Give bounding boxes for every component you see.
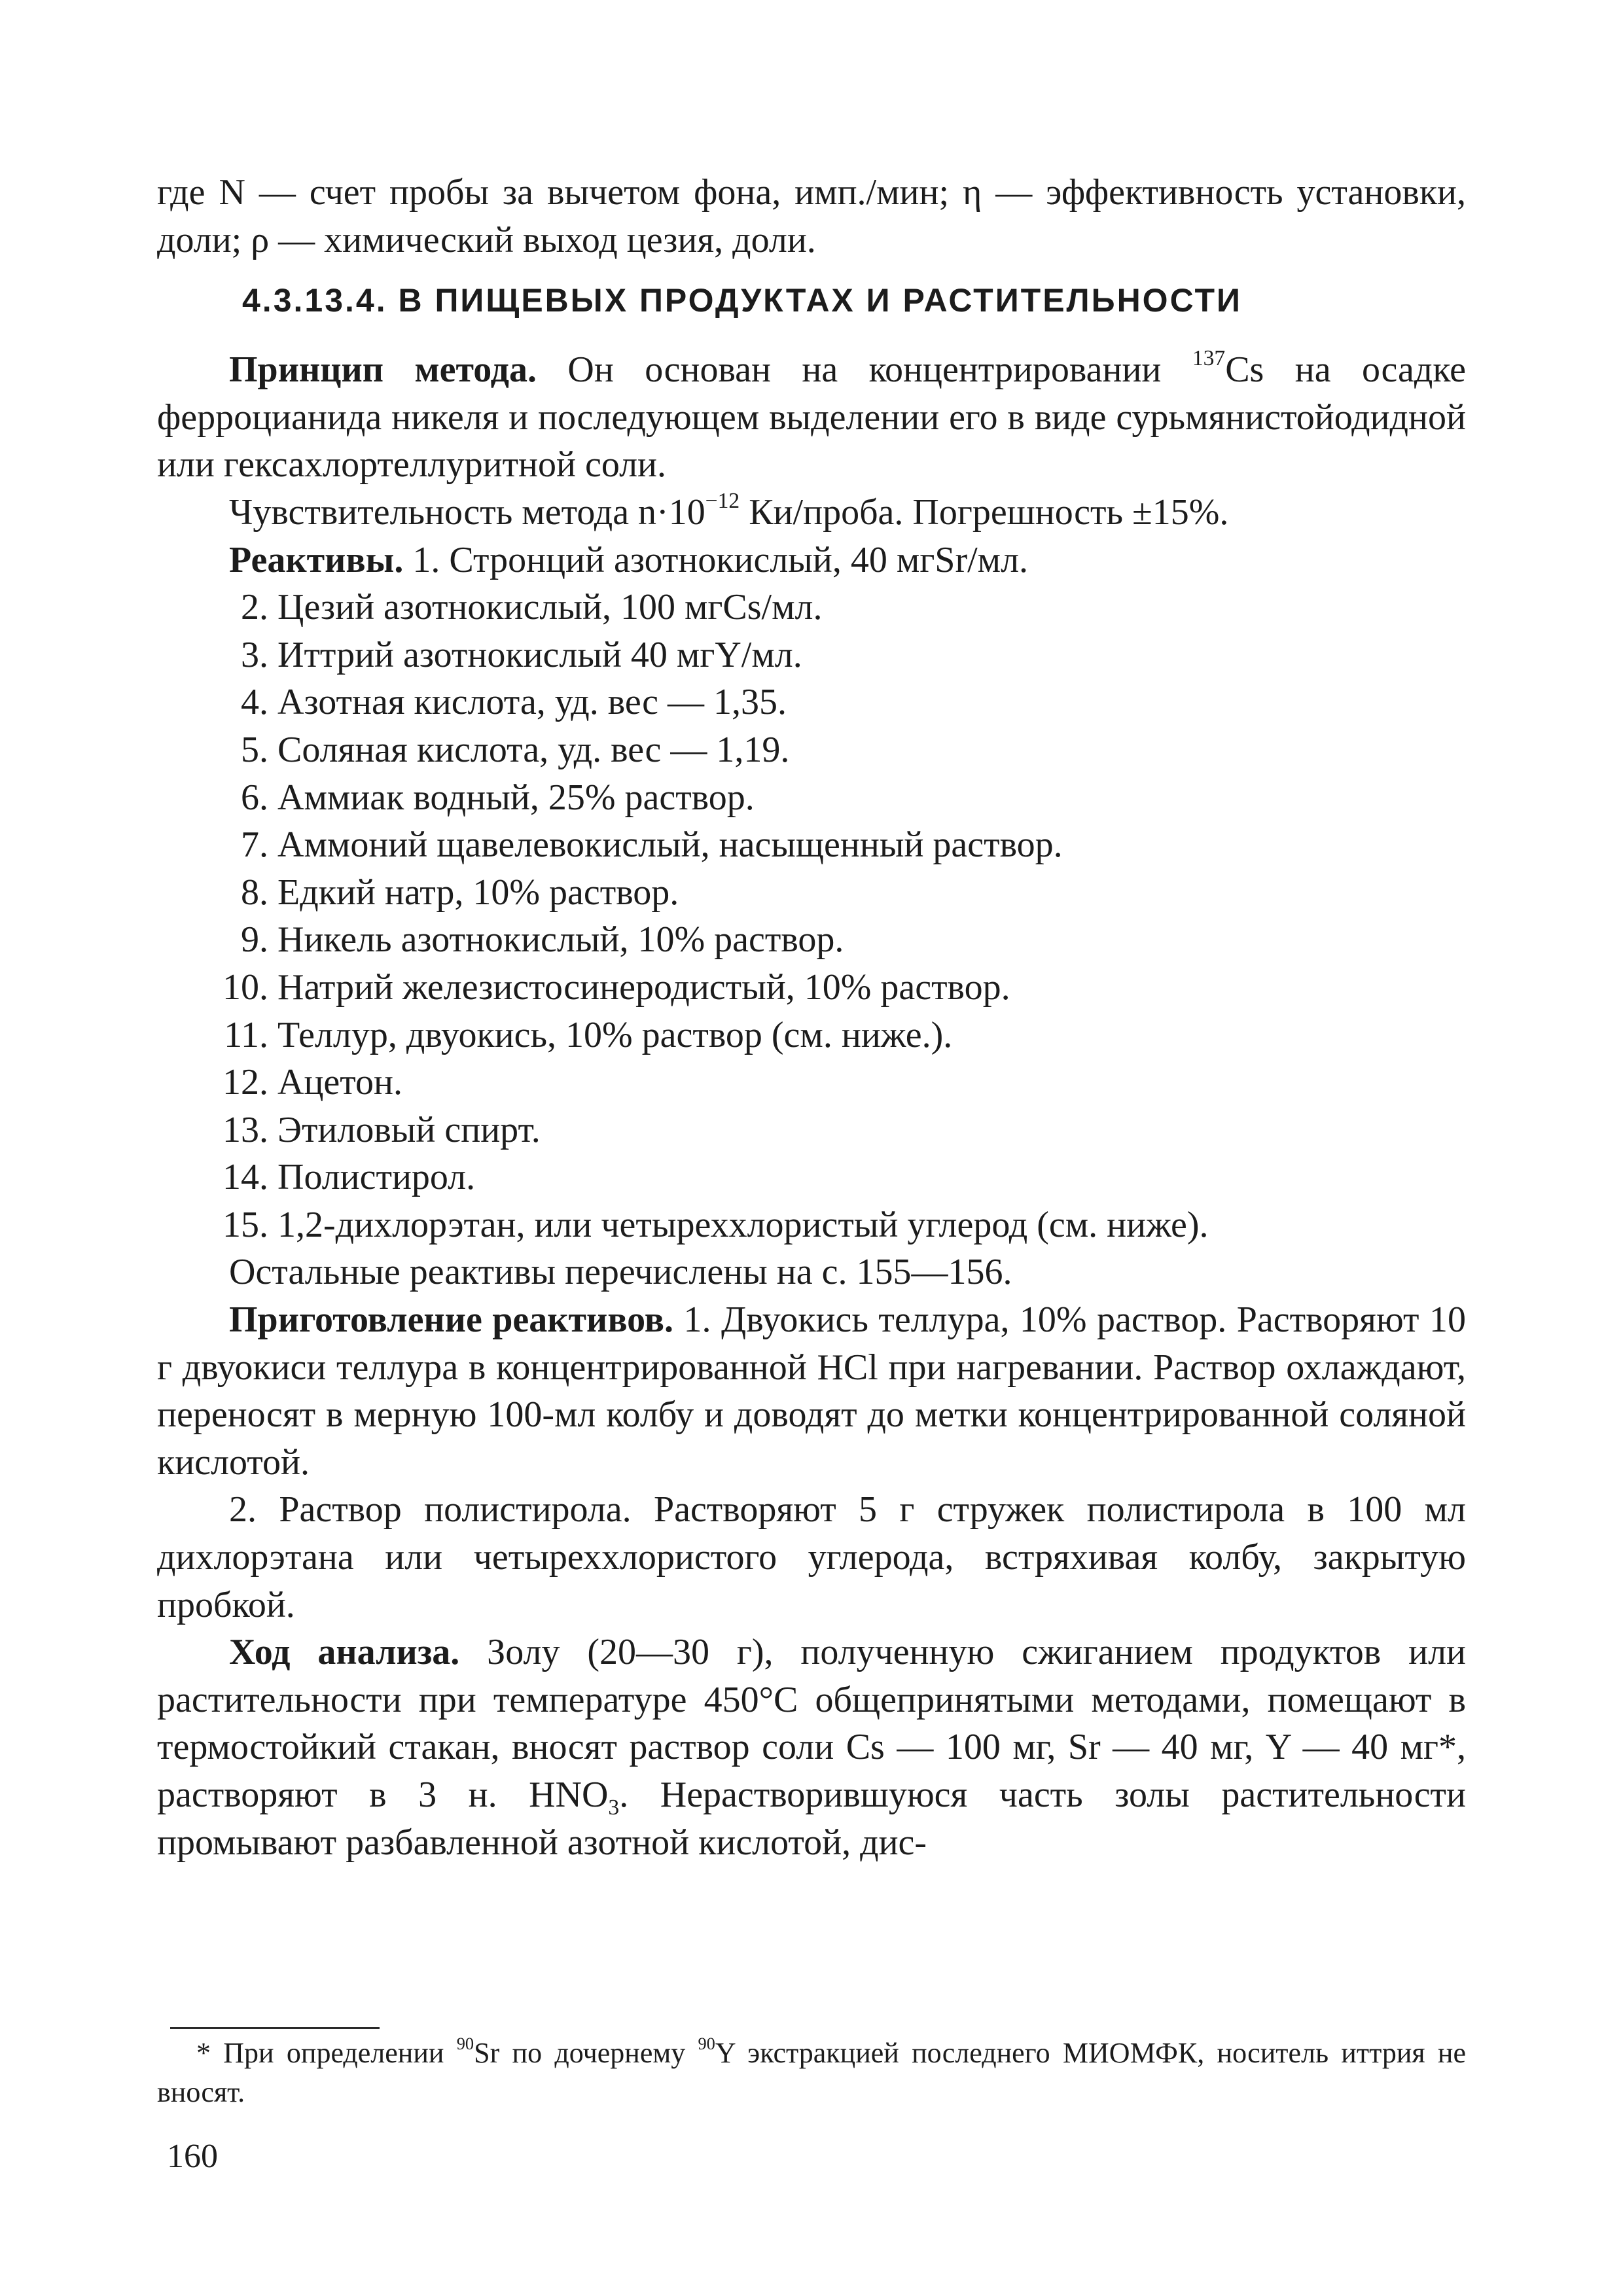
page-number: 160 <box>167 2138 218 2175</box>
list-item: 11. Теллур, двуокись, 10% раствор (см. ниже.). <box>224 1014 953 1055</box>
principle-paragraph: Принцип метода. Он основан на концентрировании $^{137}$Cs на осадке ферроцианида никеля и последующем выделении его в виде сурьмянистойодидной или гексахлортеллуритной соли. <box>157 346 1466 486</box>
reagents-title: Реактивы. <box>229 539 404 580</box>
list-item: 15. 1,2-дихлорэтан, или четыреххлористый углерод (см. ниже). <box>223 1204 1209 1245</box>
other-reagents-note: Остальные реактивы перечислены на с. 155—156. <box>229 1252 1012 1293</box>
footnote-rule <box>170 2027 380 2029</box>
footnote: * При определении $^{90}$Sr по дочернему $^{90}$Y экстракцией последнего МИОМФК, носитель иттрия не вносят. <box>157 2034 1466 2108</box>
list-item: 6. Аммиак водный, 25% раствор. <box>241 777 755 818</box>
list-item: 9. Никель азотнокислый, 10% раствор. <box>241 919 844 961</box>
top-paragraph <box>157 169 1466 264</box>
analysis-title: Ход анализа. <box>229 1632 460 1673</box>
list-item: 4. Азотная кислота, уд. вес — 1,35. <box>241 682 787 723</box>
section-heading: 4.3.13.4. В ПИЩЕВЫХ ПРОДУКТАХ И РАСТИТЕЛЬНОСТИ <box>242 282 1242 319</box>
preparation-title: Приготовление реактивов. <box>229 1299 674 1341</box>
top-paragraph-text: где N — счет пробы за вычетом фона, имп./мин; η — эффективность установки, доли; ρ — химический выход цезия, доли. <box>157 172 1466 260</box>
list-item: 10. Натрий железистосинеродистый, 10% раствор. <box>223 966 1010 1008</box>
list-item: 7. Аммоний щавелевокислый, насыщенный раствор. <box>241 824 1063 866</box>
list-item: 2. Цезий азотнокислый, 100 мгCs/мл. <box>241 587 823 628</box>
reagents-first-line: Реактивы. 1. Стронций азотнокислый, 40 мгSr/мл. <box>229 539 1029 580</box>
sensitivity-paragraph: Чувствительность метода $n\cdot 10^{-12}$ Ки/проба. Погрешность ±15%. <box>229 488 1229 533</box>
main-text <box>157 169 1466 1866</box>
reagent-list <box>157 584 1466 1248</box>
sensitivity-exponent: −12 <box>705 488 740 513</box>
preparation-paragraph: Приготовление реактивов. 1. Двуокись теллура, 10% раствор. Растворяют 10 г двуокиси теллура в концентрированной HCl при нагревании. Раствор охлаждают, переносят в мерную 100-мл колбу и доводят до метки концентрированной соляной кислотой. <box>157 1299 1466 1483</box>
isotope-137: 137 <box>1192 346 1226 370</box>
list-item: 5. Соляная кислота, уд. вес — 1,19. <box>241 729 790 770</box>
list-item: 12. Ацетон. <box>223 1062 402 1103</box>
list-item: 14. Полистирол. <box>223 1157 476 1198</box>
list-item: 3. Иттрий азотнокислый 40 мгY/мл. <box>241 634 802 675</box>
list-item: 8. Едкий натр, 10% раствор. <box>241 872 679 913</box>
list-item: 13. Этиловый спирт. <box>223 1109 541 1150</box>
preparation-item-2: 2. Раствор полистирола. Растворяют 5 г стружек полистирола в 100 мл дихлорэтана или четыреххлористого углерода, встряхивая колбу, закрытую пробкой. <box>157 1489 1466 1625</box>
analysis-paragraph: Ход анализа. Золу (20—30 г), полученную сжиганием продуктов или растительности при температуре 450°С общепринятыми методами, помещают в термостойкий стакан, вносят раствор соли Cs — 100 мг, Sr — 40 мг, Y — 40 мг*, растворяют в 3 н. $HNO_3$. Нерастворившуюся часть золы растительности промывают разбавленной азотной кислотой, дис- <box>157 1632 1466 1863</box>
hno3-subscript: 3 <box>608 1795 620 1820</box>
principle-title: Принцип метода. <box>229 349 537 391</box>
